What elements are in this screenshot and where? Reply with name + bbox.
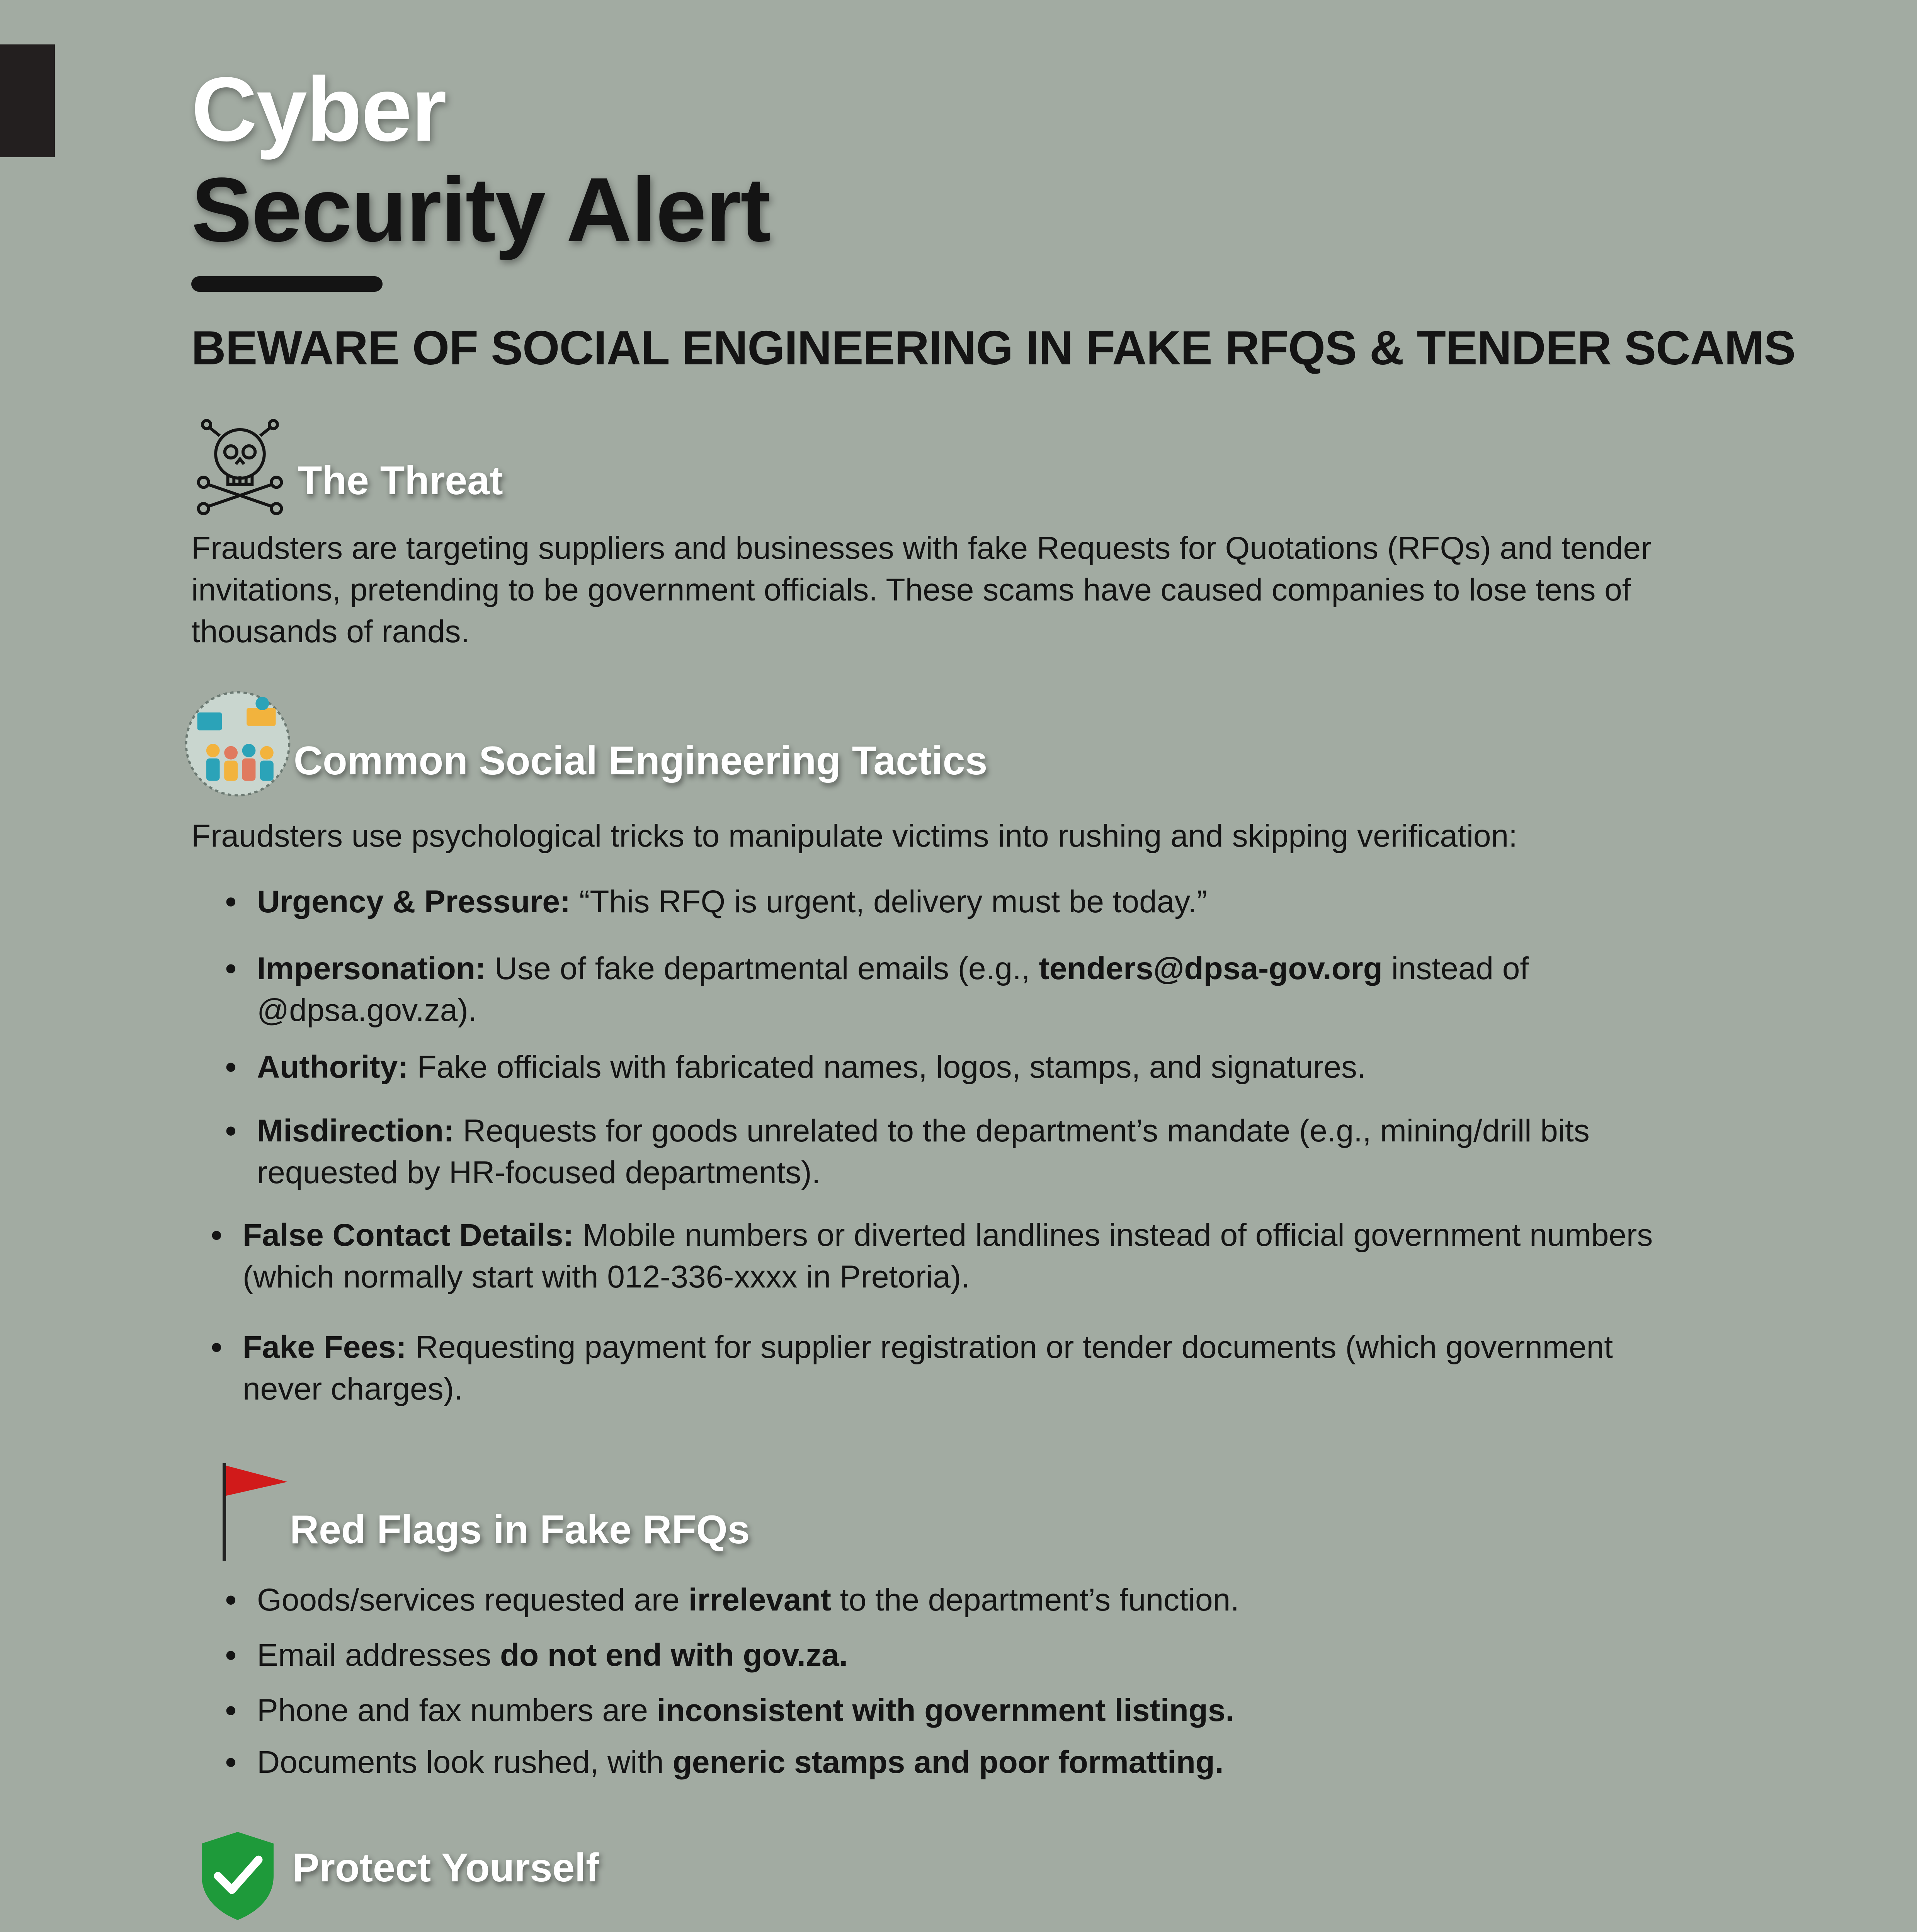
skull-crossbones-icon xyxy=(189,413,291,515)
bullet-dot: • xyxy=(225,1582,236,1617)
headline: BEWARE OF SOCIAL ENGINEERING IN FAKE RFQS & TENDER SCAMS xyxy=(191,321,1796,375)
bullet-dot: • xyxy=(225,1113,236,1148)
shield-check-icon xyxy=(197,1830,278,1922)
list-item: • Misdirection: Requests for goods unrelated to the department’s mandate (e.g., mining/drill bits requested by HR-focused departments). xyxy=(257,1110,1803,1194)
threat-paragraph xyxy=(191,527,1776,653)
list-item: • Urgency & Pressure: “This RFQ is urgent, delivery must be today.” xyxy=(257,881,1803,923)
bullet-dot: • xyxy=(211,1330,222,1365)
threat-line: Fraudsters are targeting suppliers and businesses with fake Requests for Quotations (RFQs) and tender xyxy=(191,531,1652,566)
list-item: • Phone and fax numbers are inconsistent with government listings. xyxy=(257,1690,1803,1731)
protect-title: Protect Yourself xyxy=(293,1845,599,1890)
list-item: • Documents look rushed, with generic stamps and poor formatting. xyxy=(257,1742,1803,1783)
list-item: • Impersonation: Use of fake departmental emails (e.g., tenders@dpsa-gov.org instead of @dpsa.gov.za). xyxy=(257,948,1803,1031)
bullet-dot: • xyxy=(225,1638,236,1673)
list-item: • Goods/services requested are irrelevant to the department’s function. xyxy=(257,1579,1803,1621)
title-underline xyxy=(191,276,383,292)
list-item: • Email addresses do not end with gov.za. xyxy=(257,1634,1803,1676)
list-item: • Authority: Fake officials with fabricated names, logos, stamps, and signatures. xyxy=(257,1046,1803,1088)
bullet-dot: • xyxy=(225,884,236,919)
red-flag-icon xyxy=(220,1461,290,1561)
left-accent-bar xyxy=(0,44,55,157)
threat-title: The Threat xyxy=(298,458,503,503)
bullet-dot: • xyxy=(225,1049,236,1085)
threat-line: invitations, pretending to be government officials. These scams have caused companies to lose tens of xyxy=(191,572,1631,607)
list-item: • False Contact Details: Mobile numbers or diverted landlines instead of official government numbers (which normally start with 012-336-xxxx in Pretoria). xyxy=(243,1214,1827,1298)
title-cyber: Cyber xyxy=(191,58,446,160)
bullet-dot: • xyxy=(225,1745,236,1780)
title-security-alert: Security Alert xyxy=(191,159,770,261)
tactics-title: Common Social Engineering Tactics xyxy=(294,738,988,783)
tactics-intro: Fraudsters use psychological tricks to manipulate victims into rushing and skipping verification: xyxy=(191,818,1517,854)
social-engineering-people-icon xyxy=(182,688,294,800)
bullet-dot: • xyxy=(211,1218,222,1253)
list-item: • Fake Fees: Requesting payment for supplier registration or tender documents (which government never charges). xyxy=(243,1327,1827,1410)
threat-line: thousands of rands. xyxy=(191,614,470,649)
red-flags-title: Red Flags in Fake RFQs xyxy=(290,1507,750,1552)
bullet-dot: • xyxy=(225,1693,236,1728)
bullet-dot: • xyxy=(225,951,236,986)
